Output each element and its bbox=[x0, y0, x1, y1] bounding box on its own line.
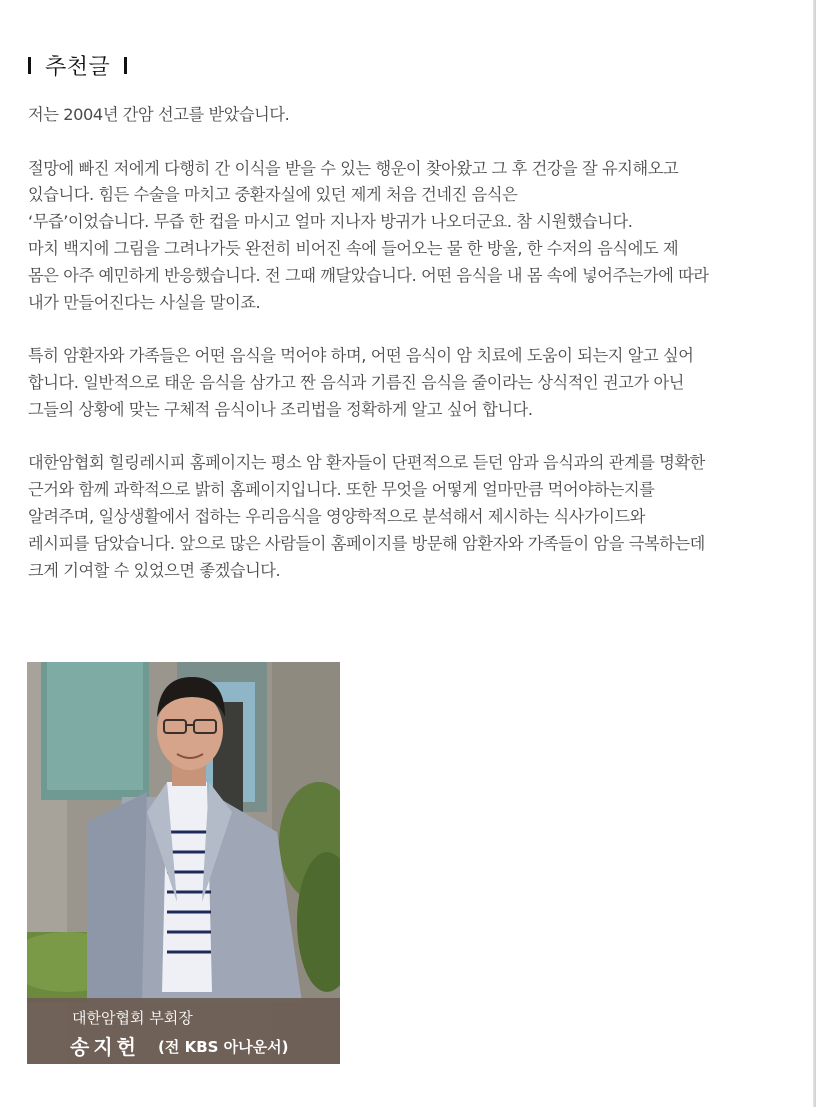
body-text-line: 저는 2004년 간암 선고를 받았습니다. bbox=[28, 105, 290, 124]
paragraph-gap bbox=[28, 129, 770, 156]
body-text-line: ‘무즙’이었습니다. 무즙 한 컵을 마시고 얼마 지나자 방귀가 나오더군요. 참 시원했습니다. bbox=[28, 212, 633, 232]
caption-name: 송지헌 bbox=[70, 1035, 140, 1059]
body-text-line: 크게 기여할 수 있었으면 좋겠습니다. bbox=[28, 560, 281, 580]
body-text-line: 레시피를 담았습니다. 앞으로 많은 사람들이 홈페이지를 방문해 암환자와 가족들이 암을 극복하는데 bbox=[28, 533, 705, 553]
paragraph-gap bbox=[28, 316, 770, 343]
heading-title: 추천글 bbox=[45, 55, 111, 80]
photo-caption bbox=[27, 998, 340, 1064]
body-text-line: 합니다. 일반적으로 태운 음식을 삼가고 짠 음식과 기름진 음식을 줄이라는 상식적인 권고가 아닌 bbox=[28, 372, 684, 392]
body-text-line: 대한암협회 힐링레시피 홈페이지는 평소 암 환자들이 단편적으로 듣던 암과 음식과의 관계를 명확한 bbox=[28, 453, 705, 473]
heading-bar-right bbox=[124, 57, 127, 74]
body-text-line: 내가 만들어진다는 사실을 말이죠. bbox=[28, 292, 261, 312]
body-text-line: 절망에 빠진 저에게 다행히 간 이식을 받을 수 있는 행운이 찾아왔고 그 후 건강을 잘 유지해오고 bbox=[28, 158, 679, 178]
body-text-line: 근거와 함께 과학적으로 밝히 홈페이지입니다. 또한 무엇을 어떻게 얼마만큼 먹어야하는지를 bbox=[28, 480, 655, 500]
caption-subtitle: (전 KBS 아나운서) bbox=[158, 1038, 289, 1056]
body-text-line: 특히 암환자와 가족들은 어떤 음식을 먹어야 하며, 어떤 음식이 암 치료에 도움이 되는지 알고 싶어 bbox=[28, 346, 694, 366]
heading-bar-left bbox=[28, 57, 31, 74]
body-text-line: 있습니다. 힘든 수술을 마치고 중환자실에 있던 제게 처음 건네진 음식은 bbox=[28, 185, 518, 205]
body-text-line: 그들의 상황에 맞는 구체적 음식이나 조리법을 정확하게 알고 싶어 합니다. bbox=[28, 399, 533, 419]
body-text-line: 알려주며, 일상생활에서 접하는 우리음식을 영양학적으로 분석해서 제시하는 식사가이드와 bbox=[28, 506, 645, 526]
author-photo bbox=[27, 662, 340, 1064]
body-text-line: 마치 백지에 그림을 그려나가듯 완전히 비어진 속에 들어오는 물 한 방울, 한 수저의 음식에도 제 bbox=[28, 238, 679, 258]
recommendation-body bbox=[28, 102, 770, 584]
paragraph-gap bbox=[28, 424, 770, 451]
body-text-line: 몸은 아주 예민하게 반응했습니다. 전 그때 깨달았습니다. 어떤 음식을 내 몸 속에 넣어주는가에 따라 bbox=[28, 265, 709, 285]
caption-role: 대한암협회 부회장 bbox=[72, 1009, 193, 1027]
recommendation-heading bbox=[28, 50, 127, 81]
